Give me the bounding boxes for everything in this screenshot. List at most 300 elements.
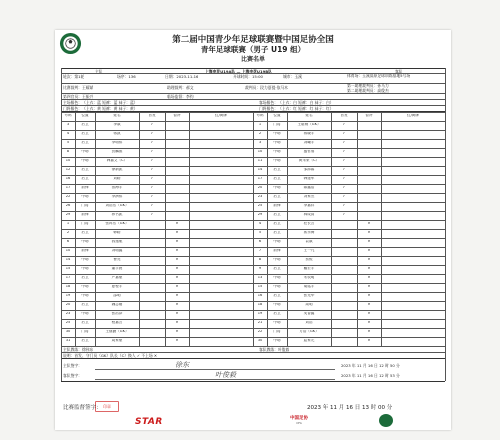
match-supervisor: 临场监督：李钧	[167, 94, 194, 99]
home-starter-mark	[139, 321, 165, 325]
home-starter-mark: ✓	[150, 150, 154, 153]
away-sub-mark: ✕	[367, 240, 371, 243]
away-player-number: 2	[258, 132, 262, 135]
away-player-number: 29	[257, 213, 263, 216]
away-cards	[381, 321, 445, 325]
away-player-number: 6	[258, 240, 262, 243]
away-player-name: 蔡锐	[305, 258, 313, 261]
home-player-position: 后卫	[81, 168, 89, 171]
away-player-name: 张光华	[303, 294, 315, 297]
home-starter-mark: ✓	[150, 141, 154, 144]
home-player-number: 22	[65, 195, 71, 198]
home-player-number: 26	[65, 204, 71, 207]
away-sub-mark	[357, 150, 381, 154]
home-cards	[189, 186, 253, 190]
away-sub-mark	[357, 141, 381, 145]
referee: 比赛裁判：王耀斌	[63, 85, 94, 90]
home-signature: 徐东	[175, 361, 189, 369]
row-divider	[61, 328, 445, 329]
away-player-position: 后卫	[273, 312, 281, 315]
home-player-number: 15	[65, 267, 71, 270]
home-starter-mark	[139, 249, 165, 253]
home-player-position: 中场	[81, 150, 89, 153]
away-player-number: 30	[257, 339, 263, 342]
supervisor-stamp: 印章	[95, 401, 119, 412]
row-divider	[61, 130, 445, 131]
away-cards	[381, 330, 445, 334]
home-gk-kit: 门将服色：（上衣：黄 短裤：黄 袜子：黄）	[63, 106, 138, 111]
home-starter-mark	[139, 294, 165, 298]
home-header-3: 首发	[148, 114, 156, 117]
home-header-2: 姓名	[113, 114, 121, 117]
home-player-name: 刘路	[113, 177, 121, 180]
away-player-name: 方浩（GK）	[299, 330, 319, 333]
home-player-position: 后卫	[81, 141, 89, 144]
home-cards	[189, 312, 253, 316]
home-sub-mark	[165, 177, 189, 181]
away-sub-mark: ✕	[367, 267, 371, 270]
away-starter-mark: ✓	[342, 204, 346, 207]
away-header-5: 红/黄牌	[407, 114, 419, 117]
home-player-position: 前锋	[81, 213, 89, 216]
home-player-position: 中场	[81, 294, 89, 297]
home-cards	[189, 258, 253, 262]
away-player-name: 李嘉祥	[303, 204, 315, 207]
home-player-number: 14	[65, 258, 71, 261]
away-sub-mark: ✕	[367, 330, 371, 333]
away-sub-mark	[357, 159, 381, 163]
away-starter-mark	[331, 285, 357, 289]
away-player-name: 杜长言	[303, 222, 315, 225]
away-player-name: 屈家元	[303, 339, 315, 342]
match-date: 日期：2023-11-16	[165, 74, 199, 79]
row-divider	[61, 229, 445, 230]
away-player-position: 中场	[273, 150, 281, 153]
away-player-name: 袁斌	[305, 240, 313, 243]
home-sub-mark: ✕	[175, 258, 179, 261]
row-divider	[61, 283, 445, 284]
away-player-number: 1	[258, 123, 262, 126]
away-starter-mark: ✓	[342, 168, 346, 171]
home-starter-mark: ✓	[150, 204, 154, 207]
home-sub-mark: ✕	[175, 294, 179, 297]
home-player-name: 贺麟燕	[111, 150, 123, 153]
away-cards	[381, 240, 445, 244]
away-sub-mark	[357, 123, 381, 127]
away-kit: 客场服色：（上衣：白 短裤：白 袜子：白）	[259, 100, 334, 105]
away-player-position: 后卫	[273, 213, 281, 216]
away-player-position: 门将	[273, 123, 281, 126]
home-starter-mark	[139, 222, 165, 226]
fourth-official: 第四官员：王振兴	[63, 94, 94, 99]
home-player-number: 10	[65, 159, 71, 162]
away-player-name: 朱权明	[303, 276, 315, 279]
away-player-number: 4	[258, 222, 262, 225]
round: 轮次：第1轮	[63, 74, 85, 79]
home-player-position: 后卫	[81, 339, 89, 342]
home-player-name: 程嘉言	[111, 321, 123, 324]
away-cards	[381, 123, 445, 127]
away-header-4: 替补	[365, 114, 373, 117]
home-starter-mark: ✓	[150, 132, 154, 135]
home-player-number: 20	[65, 303, 71, 306]
home-cards	[189, 231, 253, 235]
home-sub-mark: ✕	[175, 240, 179, 243]
away-player-position: 中场	[273, 186, 281, 189]
away-player-name: 王晗雨（GK）	[297, 123, 321, 126]
home-player-position: 后卫	[81, 177, 89, 180]
home-cards	[189, 123, 253, 127]
home-player-name: 孙书凯	[111, 213, 123, 216]
home-cards	[189, 222, 253, 226]
away-cards	[381, 276, 445, 280]
home-starter-mark	[139, 303, 165, 307]
home-player-position: 前锋	[81, 249, 89, 252]
home-sub-mark: ✕	[175, 231, 179, 234]
league-badge-icon	[379, 414, 393, 427]
home-player-name: 严嘉豪	[111, 276, 123, 279]
supervisor-sign-label: 比赛监督签字：	[63, 405, 102, 411]
away-player-number: 18	[257, 303, 263, 306]
home-cards	[189, 339, 253, 343]
col-divider	[61, 68, 62, 381]
home-player-name: 李明伟	[111, 141, 123, 144]
away-sub-mark	[357, 204, 381, 208]
away-cards	[381, 303, 445, 307]
home-starter-mark: ✓	[150, 195, 154, 198]
home-starter-mark: ✓	[150, 168, 154, 171]
home-cards	[189, 321, 253, 325]
away-player-position: 后卫	[273, 222, 281, 225]
home-header-5: 红/黄牌	[215, 114, 227, 117]
away-label: 客队	[395, 69, 403, 74]
home-starter-mark: ✓	[150, 177, 154, 180]
home-player-position: 中场	[81, 312, 89, 315]
col-divider	[445, 68, 446, 381]
away-player-position: 后卫	[273, 168, 281, 171]
row-divider	[61, 112, 445, 113]
row-divider	[61, 292, 445, 293]
away-player-number: 3	[258, 141, 262, 144]
away-header-3: 首发	[340, 114, 348, 117]
away-starter-mark	[331, 321, 357, 325]
away-player-position: 前锋	[273, 204, 281, 207]
away-player-name: 吴智鑫	[303, 312, 315, 315]
away-cards	[381, 339, 445, 343]
home-player-name: 韩路	[113, 231, 121, 234]
title-line-2: 青年足球联赛（男子 U19 组）	[200, 45, 306, 54]
away-starter-mark	[331, 240, 357, 244]
home-cards	[189, 141, 253, 145]
home-sub-mark	[165, 204, 189, 208]
away-cards	[381, 267, 445, 271]
row-divider	[61, 175, 445, 176]
away-player-position: 前锋	[273, 249, 281, 252]
home-sign-time: 2023 年 11 月 16 日 12 时 50 分	[341, 363, 400, 368]
home-sub-mark	[165, 159, 189, 163]
away-starter-mark: ✓	[342, 186, 346, 189]
row-divider	[61, 358, 445, 359]
away-sub-mark	[357, 168, 381, 172]
home-sub-mark: ✕	[175, 285, 179, 288]
away-cards	[381, 213, 445, 217]
home-cards	[189, 177, 253, 181]
away-player-position: 中场	[273, 321, 281, 324]
home-sub-mark: ✕	[175, 222, 179, 225]
away-player-number: 19	[257, 312, 263, 315]
away-player-position: 后卫	[273, 177, 281, 180]
away-starter-mark: ✓	[342, 150, 346, 153]
home-player-position: 后卫	[81, 123, 89, 126]
away-player-position: 中场	[273, 303, 281, 306]
home-cards	[189, 168, 253, 172]
away-player-position: 中场	[273, 285, 281, 288]
home-sub-mark	[165, 186, 189, 190]
away-starter-mark: ✓	[342, 177, 346, 180]
home-cards	[189, 132, 253, 136]
row-divider	[61, 93, 445, 94]
home-player-number: 29	[65, 213, 71, 216]
away-player-name: 林成高	[303, 213, 315, 216]
away-player-name: 刘浩	[305, 321, 313, 324]
home-header-4: 替补	[173, 114, 181, 117]
home-starter-mark	[139, 240, 165, 244]
home-starter-mark	[139, 330, 165, 334]
away-sub-mark: ✕	[367, 231, 371, 234]
home-cards	[189, 330, 253, 334]
home-player-position: 中场	[81, 267, 89, 270]
home-starter-mark	[139, 339, 165, 343]
away-player-name: 刘家杰	[303, 195, 315, 198]
home-sub-mark: ✕	[175, 276, 179, 279]
home-player-number: 4	[66, 132, 70, 135]
away-sub-mark	[357, 213, 381, 217]
away-player-number: 14	[257, 168, 263, 171]
away-player-number: 25	[257, 204, 263, 207]
row-divider	[61, 211, 445, 212]
away-sign-line	[95, 379, 335, 380]
away-starter-mark: ✓	[342, 132, 346, 135]
home-cards	[189, 249, 253, 253]
first-assistant: 第一助理裁判员：孙马力	[347, 83, 389, 88]
kickoff: 开球时间：15:00	[233, 74, 263, 79]
row-divider	[61, 301, 445, 302]
home-player-name: 钱逸航	[111, 240, 123, 243]
away-starter-mark	[331, 231, 357, 235]
home-player-position: 前锋	[81, 186, 89, 189]
row-divider	[61, 337, 445, 338]
away-player-position: 中场	[273, 141, 281, 144]
cfa-red-text: 中国足协	[290, 416, 308, 421]
away-player-position: 中场	[273, 159, 281, 162]
home-player-position: 中场	[81, 159, 89, 162]
away-sign-label: 客队签字：	[63, 373, 82, 378]
away-player-position: 中场	[273, 132, 281, 135]
home-cards	[189, 294, 253, 298]
home-cards	[189, 285, 253, 289]
away-player-name: 戴宏宇	[303, 267, 315, 270]
away-player-number: 17	[257, 177, 263, 180]
home-player-name: 董宇晨	[111, 267, 123, 270]
away-starter-mark: ✓	[342, 159, 346, 162]
away-starter-mark	[331, 294, 357, 298]
home-player-name: 蒋凯	[113, 132, 121, 135]
home-player-position: 后卫	[81, 132, 89, 135]
away-player-name: 邹添睿	[303, 168, 315, 171]
home-player-number: 10	[65, 249, 71, 252]
home-cards	[189, 276, 253, 280]
home-player-number: 5	[66, 141, 70, 144]
away-player-position: 门将	[273, 330, 281, 333]
away-player-name: 刘曦宇	[303, 141, 315, 144]
home-player-number: 2	[66, 231, 70, 234]
away-sub-mark	[357, 186, 381, 190]
home-cards	[189, 303, 253, 307]
away-cards	[381, 285, 445, 289]
away-cards	[381, 312, 445, 316]
home-sub-mark: ✕	[175, 339, 179, 342]
away-sub-mark	[357, 132, 381, 136]
home-player-position: 门将	[81, 222, 89, 225]
home-cards	[189, 159, 253, 163]
away-starter-mark	[331, 222, 357, 226]
away-sub-mark: ✕	[367, 249, 371, 252]
home-sub-mark: ✕	[175, 321, 179, 324]
supervisor-sign-date: 2023 年 11 月 16 日 13 时 00 分	[307, 405, 393, 411]
away-cards	[381, 186, 445, 190]
home-player-name: 周家豪	[111, 339, 123, 342]
away-player-position: 后卫	[273, 195, 281, 198]
home-player-name: 李斌	[113, 123, 121, 126]
row-divider	[61, 256, 445, 257]
cfa-gray-text: CFA	[296, 421, 302, 425]
home-player-position: 门将	[81, 204, 89, 207]
row-divider	[61, 193, 445, 194]
away-starter-mark: ✓	[342, 195, 346, 198]
home-player-number: 18	[65, 285, 71, 288]
away-player-position: 中场	[273, 258, 281, 261]
home-player-number: 17	[65, 186, 71, 189]
away-player-name: 蒋晓宇	[303, 132, 315, 135]
away-coach: 客队教练：叶俊毅	[259, 347, 290, 352]
away-starter-mark	[331, 312, 357, 316]
away-cards	[381, 177, 445, 181]
home-cards	[189, 267, 253, 271]
home-player-name: 蔡海宇	[111, 186, 123, 189]
row-divider	[61, 310, 445, 311]
away-player-name: 韩建军	[303, 177, 315, 180]
row-divider	[61, 121, 445, 122]
away-player-number: 22	[257, 330, 263, 333]
home-header-0: 号码	[64, 114, 72, 117]
away-cards	[381, 294, 445, 298]
home-player-name: 刘明鑫	[111, 249, 123, 252]
row-divider	[61, 148, 445, 149]
home-starter-mark	[139, 267, 165, 271]
home-cards	[189, 195, 253, 199]
cfa-sponsor-logo	[287, 415, 311, 425]
away-cards	[381, 222, 445, 226]
away-cards	[381, 195, 445, 199]
home-sub-mark	[165, 123, 189, 127]
home-starter-mark: ✓	[150, 186, 154, 189]
away-cards	[381, 141, 445, 145]
away-starter-mark	[331, 258, 357, 262]
home-sign-label: 主队签字：	[63, 363, 82, 368]
away-player-position: 后卫	[273, 294, 281, 297]
away-header-1: 位置	[273, 114, 281, 117]
match-sheet	[55, 30, 451, 430]
home-sub-mark: ✕	[175, 312, 179, 315]
away-sub-mark: ✕	[367, 303, 371, 306]
away-player-number: 10	[257, 150, 263, 153]
away-sub-mark: ✕	[367, 285, 371, 288]
home-starter-mark: ✓	[150, 159, 154, 162]
home-sub-mark	[165, 150, 189, 154]
home-player-number: 23	[65, 312, 71, 315]
away-player-name: 盛哲骞	[303, 150, 315, 153]
home-sub-mark	[165, 168, 189, 172]
legend: 说明：首发、守门员（GK）队长（C）换人 ✓ 不上场 ✕	[63, 353, 158, 358]
away-player-position: 后卫	[273, 231, 281, 234]
away-header-2: 姓名	[305, 114, 313, 117]
city: 城市：玉溪	[283, 74, 302, 79]
away-cards	[381, 159, 445, 163]
away-starter-mark	[331, 249, 357, 253]
home-sub-mark: ✕	[175, 303, 179, 306]
away-cards	[381, 258, 445, 262]
away-sub-mark: ✕	[367, 222, 371, 225]
home-starter-mark: ✓	[150, 123, 154, 126]
home-player-number: 31	[65, 339, 71, 342]
away-player-number: 7	[258, 249, 262, 252]
title-line-3: 比赛名单	[240, 56, 265, 63]
row-divider	[61, 184, 445, 185]
home-player-name: 张浩泽	[111, 312, 123, 315]
home-player-name: 徐新凯	[111, 168, 123, 171]
assistant-referee: 助理裁判：郝文	[167, 85, 194, 90]
row-divider	[61, 238, 445, 239]
home-player-position: 后卫	[81, 276, 89, 279]
home-label: 主队	[95, 69, 103, 74]
home-kit: 主场服色：（上衣：蓝 短裤：蓝 袜子：蓝）	[63, 100, 138, 105]
home-player-number: 19	[65, 294, 71, 297]
home-player-name: 夏程宇	[111, 285, 123, 288]
home-player-name: 王继涵（GK）	[105, 330, 129, 333]
away-player-position: 中场	[273, 339, 281, 342]
referee-2: 裁判员：段力夏提·依马木	[245, 85, 288, 90]
home-player-position: 门将	[81, 330, 89, 333]
away-signature: 叶俊毅	[215, 371, 236, 379]
home-sub-mark: ✕	[175, 330, 179, 333]
away-sub-mark: ✕	[367, 276, 371, 279]
away-sub-mark: ✕	[367, 294, 371, 297]
home-player-name: 魏志刚	[111, 303, 123, 306]
home-player-number: 3	[66, 123, 70, 126]
away-player-number: 9	[258, 267, 262, 270]
away-starter-mark	[331, 276, 357, 280]
row-divider	[61, 265, 445, 266]
row-divider	[61, 202, 445, 203]
away-cards	[381, 231, 445, 235]
home-sub-mark: ✕	[175, 249, 179, 252]
away-starter-mark	[331, 330, 357, 334]
home-starter-mark: ✓	[150, 213, 154, 216]
home-player-position: 中场	[81, 240, 89, 243]
away-sub-mark: ✕	[367, 258, 371, 261]
away-player-position: 后卫	[273, 267, 281, 270]
away-sub-mark	[357, 177, 381, 181]
